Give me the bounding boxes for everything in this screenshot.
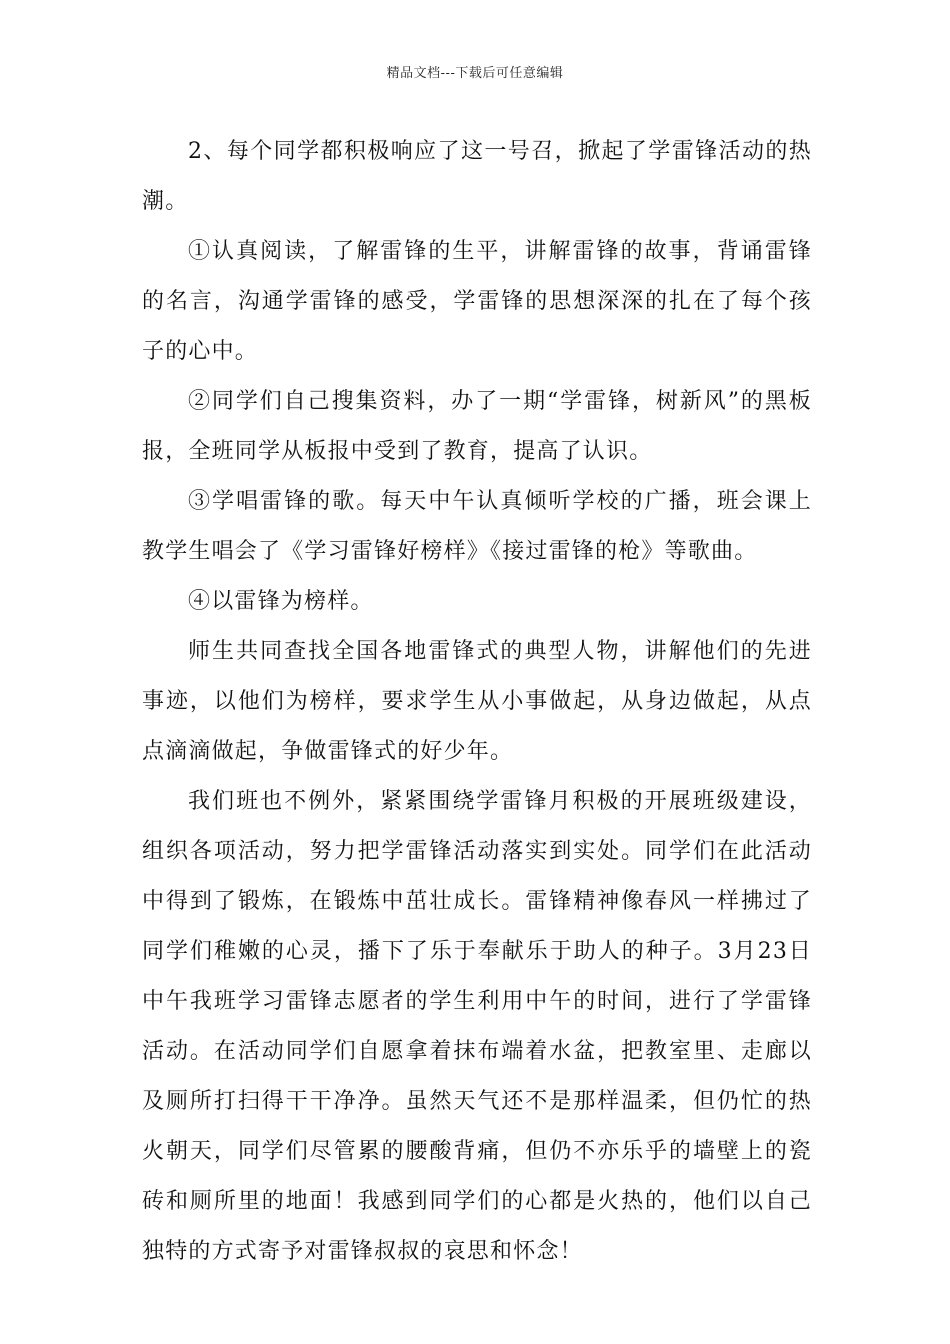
paragraph-item-2: ②同学们自己搜集资料，办了一期“学雷锋，树新风”的黑板报，全班同学从板报中受到了教育，提高了认识。 [142, 389, 812, 464]
document-body [142, 127, 812, 1277]
paragraph-call-to-action: 2、每个同学都积极响应了这一号召，掀起了学雷锋活动的热潮。 [142, 139, 812, 214]
paragraph-class-activities: 我们班也不例外，紧紧围绕学雷锋月积极的开展班级建设，组织各项活动，努力把学雷锋活动落实到实处。同学们在此活动中得到了锻炼，在锻炼中茁壮成长。雷锋精神像春风一样拂过了同学们稚嫩的心灵，播下了乐于奉献乐于助人的种子。3月23日中午我班学习雷锋志愿者的学生利用中午的时间，进行了学雷锋活动。在活动同学们自愿拿着抹布端着水盆，把教室里、走廊以及厕所打扫得干干净净。虽然天气还不是那样温柔，但仍忙的热火朝天，同学们尽管累的腰酸背痛，但仍不亦乐乎的墙壁上的瓷砖和厕所里的地面！我感到同学们的心都是火热的，他们以自己独特的方式寄予对雷锋叔叔的哀思和怀念！ [142, 789, 812, 1264]
paragraph-item-3: ③学唱雷锋的歌。每天中午认真倾听学校的广播，班会课上教学生唱会了《学习雷锋好榜样》《接过雷锋的枪》等歌曲。 [142, 489, 812, 564]
paragraph-item-1: ①认真阅读，了解雷锋的生平，讲解雷锋的故事，背诵雷锋的名言，沟通学雷锋的感受，学雷锋的思想深深的扎在了每个孩子的心中。 [142, 239, 812, 364]
paragraph-item-4: ④以雷锋为榜样。 [188, 589, 374, 614]
page-header: 精品文档---下载后可任意编辑 [386, 66, 564, 81]
paragraph-role-models: 师生共同查找全国各地雷锋式的典型人物，讲解他们的先进事迹，以他们为榜样，要求学生从小事做起，从身边做起，从点点滴滴做起，争做雷锋式的好少年。 [142, 639, 812, 764]
